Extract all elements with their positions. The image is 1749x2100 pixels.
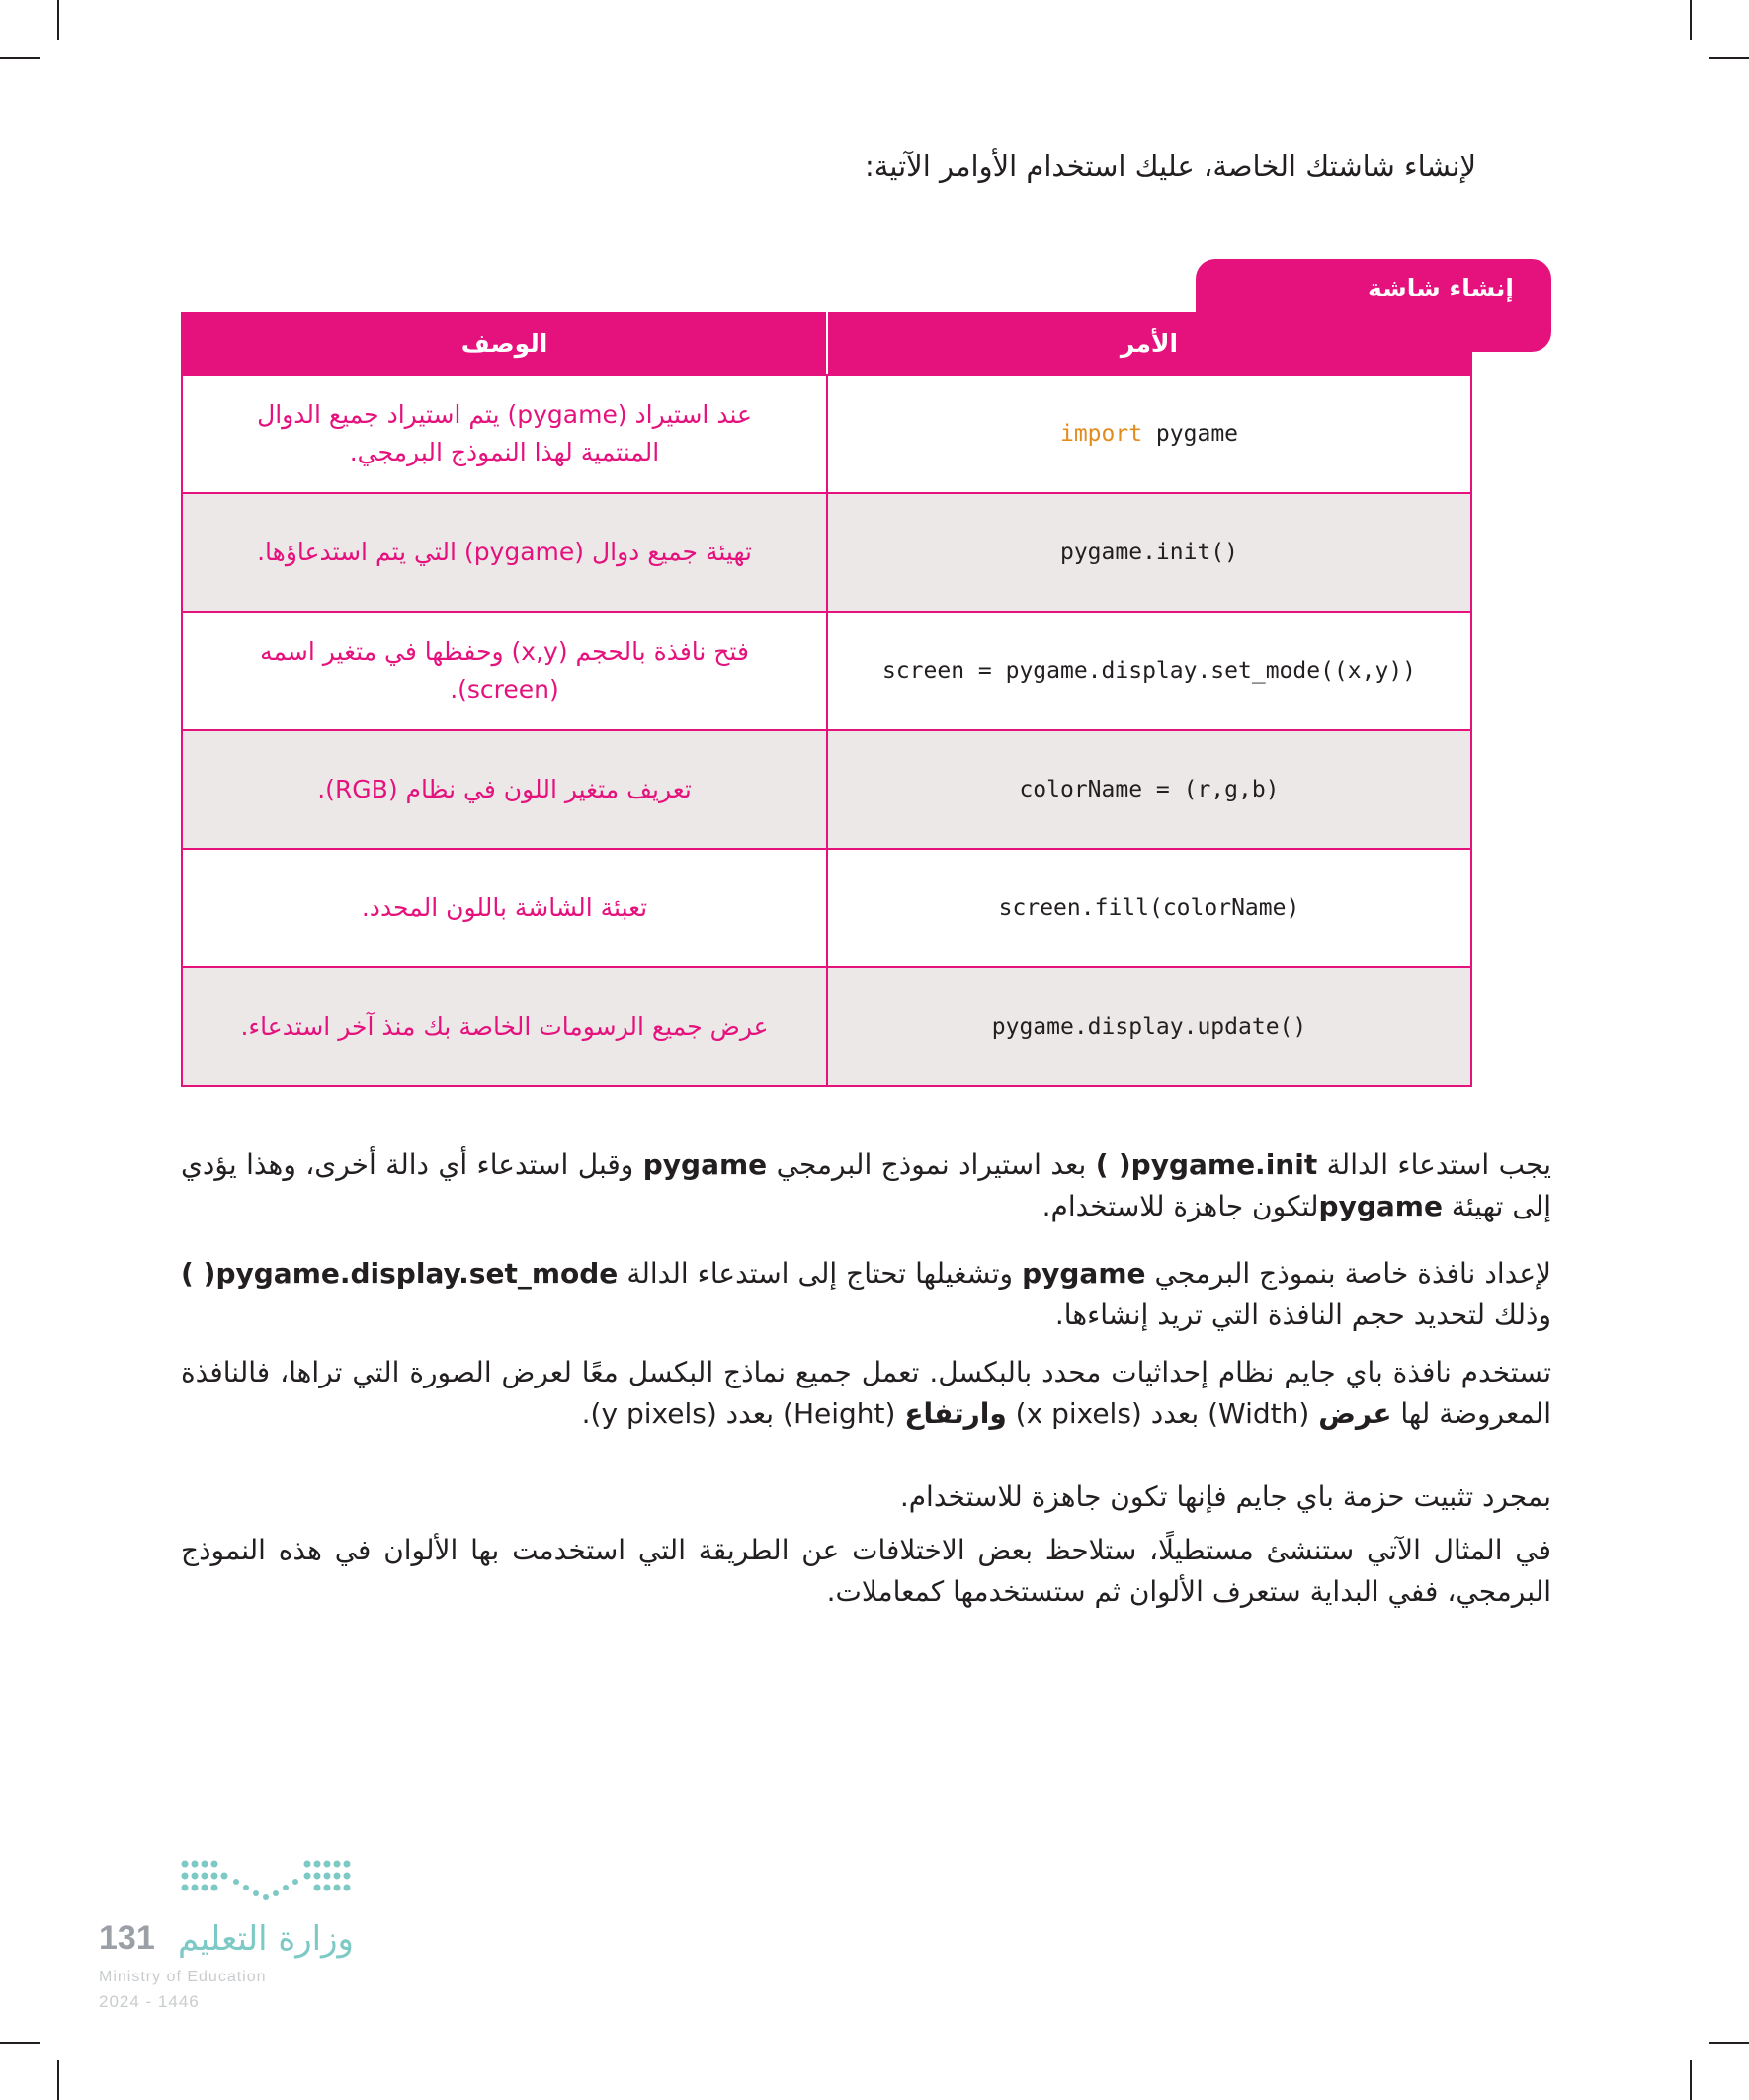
ministry-name-english: Ministry of Education xyxy=(99,1969,267,1985)
table-row xyxy=(183,374,1470,492)
crop-mark xyxy=(1690,0,1692,40)
page-number: 131 xyxy=(99,1919,155,1957)
crop-mark xyxy=(0,57,40,59)
row-command: screen.fill(colorName) xyxy=(998,895,1300,921)
table-row xyxy=(183,729,1470,848)
table-row xyxy=(183,848,1470,966)
table-row xyxy=(183,492,1470,611)
crop-mark xyxy=(1709,2042,1749,2044)
code-term: pygame.display.set_mode( ) xyxy=(181,1257,619,1290)
crop-mark xyxy=(0,2042,40,2044)
row-command: colorName = (r,g,b) xyxy=(1019,777,1280,802)
row-command: pygame.display.update() xyxy=(991,1014,1307,1040)
crop-mark xyxy=(1690,2060,1692,2100)
row-command: screen = pygame.display.set_mode((x,y)) xyxy=(881,658,1417,684)
text-span: (Height) بعدد (y pixels). xyxy=(581,1397,905,1430)
paragraph-install: بمجرد تثبيت حزمة باي جايم فإنها تكون جاهزة للاستخدام. xyxy=(899,1480,1551,1513)
text-span: يجب استدعاء الدالة xyxy=(1317,1148,1551,1181)
crop-mark xyxy=(1709,57,1749,59)
bold-term: عرض xyxy=(1318,1397,1392,1430)
table-row xyxy=(183,966,1470,1085)
row-command xyxy=(828,376,1470,492)
text-span: لإعداد نافذة خاصة بنموذج البرمجي xyxy=(1145,1257,1551,1290)
table-row xyxy=(183,611,1470,729)
text-span: وذلك لتحديد حجم النافذة التي تريد إنشاءها. xyxy=(1054,1299,1551,1331)
row-command: pygame.init() xyxy=(1059,540,1238,565)
code-term: pygame xyxy=(1318,1190,1443,1222)
code-term: pygame xyxy=(1022,1257,1146,1290)
text-span: لتكون جاهزة للاستخدام. xyxy=(1041,1190,1319,1222)
row-description: فتح نافذة بالحجم (x,y) وحفظها في متغير اسمه (screen). xyxy=(183,613,828,729)
paragraph-set-mode xyxy=(181,1253,1551,1336)
text-span: تستخدم نافذة باي جايم نظام إحداثيات محدد بالبكسل. تعمل جميع نماذج البكسل معًا لعرض الصورة التي تراها، فالنافذة المعروضة لها xyxy=(181,1356,1551,1430)
tab-label: إنشاء شاشة xyxy=(1368,274,1514,302)
intro-text: لإنشاء شاشتك الخاصة، عليك استخدام الأوامر الآتية: xyxy=(865,149,1476,183)
ministry-name-arabic: وزارة التعليم xyxy=(178,1919,354,1959)
paragraph-init xyxy=(181,1144,1551,1227)
code-keyword: import xyxy=(1059,421,1143,447)
header-description: الوصف xyxy=(183,312,828,374)
bold-term: وارتفاع xyxy=(904,1397,1007,1430)
ministry-logo-icon xyxy=(181,1858,354,1913)
code-term: pygame.init( ) xyxy=(1095,1148,1318,1181)
edition-year: 2024 - 1446 xyxy=(99,1992,200,2011)
text-span: وقبل استدعاء أي دالة أخرى، وهذا يؤدي إلى تهيئة xyxy=(181,1148,1551,1222)
crop-mark xyxy=(57,2060,59,2100)
row-description: عرض جميع الرسومات الخاصة بك منذ آخر استدعاء. xyxy=(183,968,828,1085)
row-description: تهيئة جميع دوال (pygame) التي يتم استدعاؤها. xyxy=(183,494,828,611)
code-text: pygame xyxy=(1142,421,1239,447)
commands-table xyxy=(181,312,1472,1087)
crop-mark xyxy=(57,0,59,40)
row-description: تعبئة الشاشة باللون المحدد. xyxy=(183,850,828,966)
paragraph-example: في المثال الآتي ستنشئ مستطيلًا، ستلاحظ بعض الاختلافات عن الطريقة التي استخدمت بها الألوان في هذه النموذج البرمجي، ففي البداية ستعرف الألوان ثم ستستخدمها كمعاملات. xyxy=(181,1534,1551,1608)
header-command: الأمر xyxy=(1120,328,1179,358)
text-span: (Width) بعدد (x pixels) xyxy=(1006,1397,1319,1430)
paragraph-coordinates xyxy=(181,1352,1551,1435)
code-term: pygame xyxy=(642,1148,768,1181)
row-description: عند استيراد (pygame) يتم استيراد جميع الدوال المنتمية لهذا النموذج البرمجي. xyxy=(183,376,828,492)
row-description: تعريف متغير اللون في نظام (RGB). xyxy=(183,731,828,848)
table-header xyxy=(183,312,1470,374)
text-span: بعد استيراد نموذج البرمجي xyxy=(767,1148,1096,1181)
text-span: وتشغيلها تحتاج إلى استدعاء الدالة xyxy=(618,1257,1023,1290)
